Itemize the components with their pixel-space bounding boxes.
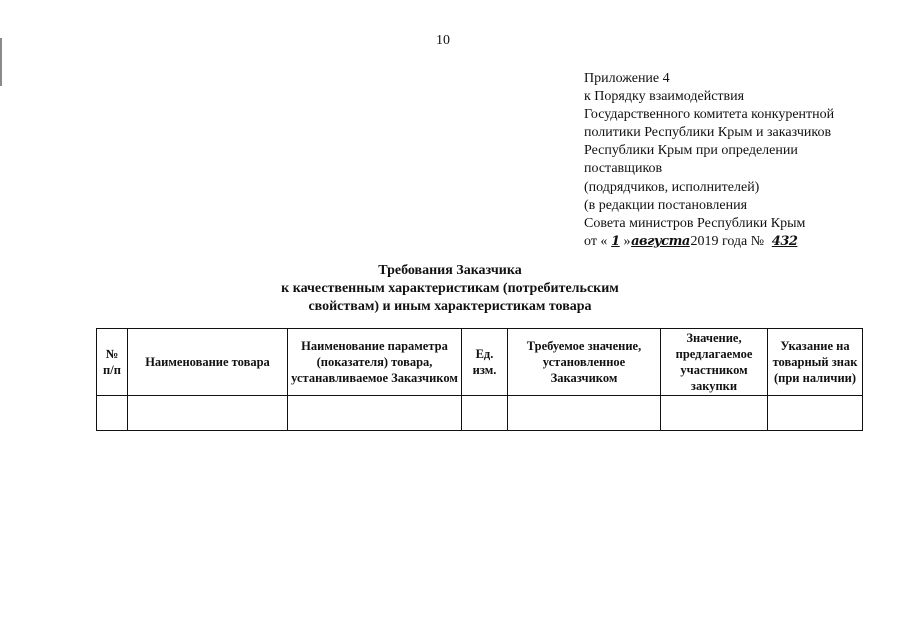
header-product-name: Наименование товара: [128, 329, 288, 396]
page-number: 10: [436, 33, 450, 48]
appendix-line: политики Республики Крым и заказчиков: [584, 125, 832, 141]
handwritten-month: августа: [631, 233, 690, 249]
table-cell: [768, 396, 863, 431]
table-cell: [97, 396, 128, 431]
appendix-line: Республики Крым при определении: [584, 143, 798, 159]
table-cell: [661, 396, 768, 431]
title-line: к качественным характеристикам (потребительским: [281, 281, 619, 296]
appendix-line: Государственного комитета конкурентной: [584, 107, 835, 123]
table-row: [97, 396, 863, 431]
header-parameter-name: Наименование параметра (показателя) товара, устанавливаемое Заказчиком: [288, 329, 462, 396]
header-number: № п/п: [97, 329, 128, 396]
handwritten-day: 1: [611, 233, 620, 249]
handwritten-doc-number: 432: [771, 233, 798, 249]
table-cell: [128, 396, 288, 431]
table-cell: [462, 396, 508, 431]
appendix-line: Совета министров Республики Крым: [584, 215, 806, 231]
date-prefix: от «: [584, 233, 608, 249]
requirements-table: [96, 328, 863, 431]
date-year-text: 2019 года №: [690, 233, 765, 249]
scan-edge-mark: [0, 38, 2, 86]
table-cell: [508, 396, 661, 431]
appendix-block: [584, 70, 884, 251]
date-quote-close: »: [623, 233, 631, 249]
appendix-date-line: [584, 233, 884, 251]
appendix-line: Приложение 4: [584, 71, 670, 86]
header-trademark: Указание на товарный знак (при наличии): [768, 329, 863, 396]
appendix-line: к Порядку взаимодействия: [584, 89, 745, 105]
table-cell: [288, 396, 462, 431]
appendix-line: (в редакции постановления: [584, 197, 748, 213]
header-unit: Ед. изм.: [462, 329, 508, 396]
header-offered-value: Значение, предлагаемое участником закупки: [661, 329, 768, 396]
document-title: [200, 262, 700, 316]
appendix-line: поставщиков: [584, 161, 663, 177]
table-header-row: [97, 329, 863, 396]
title-line: Требования Заказчика: [378, 263, 522, 278]
title-line: свойствам) и иным характеристикам товара: [308, 299, 592, 314]
header-required-value: Требуемое значение, установленное Заказчиком: [508, 329, 661, 396]
appendix-line: (подрядчиков, исполнителей): [584, 179, 760, 195]
